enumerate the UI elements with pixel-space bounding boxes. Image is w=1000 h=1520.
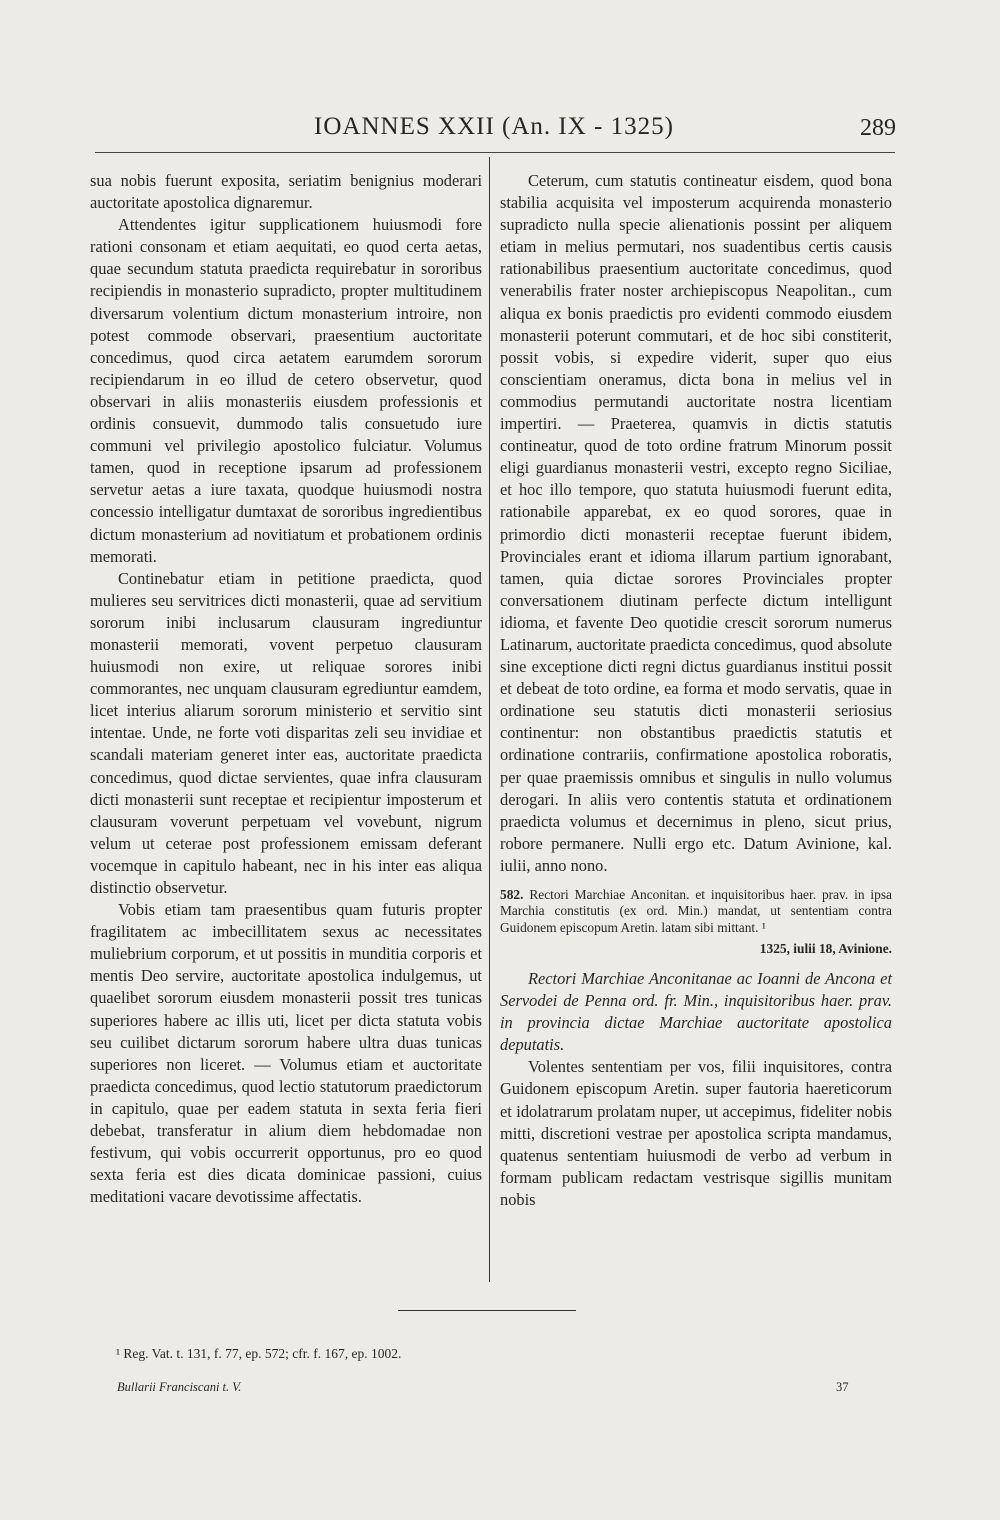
document-address: Rectori Marchiae Anconitanae ac Ioanni de Ancona et Servodei de Penna ord. fr. Min., inquisitoribus haer. prav. in provincia dictae Marchiae auctoritate apostolica deputatis. xyxy=(500,968,892,1055)
document-summary: Rectori Marchiae Anconitan. et inquisitoribus haer. prav. in ipsa Marchia constitutis (ex ord. Min.) mandat, ut sententiam contra Guidonem episcopum Aretin. latam sibi mittant. ¹ xyxy=(500,887,892,935)
left-paragraph-1: sua nobis fuerunt exposita, seriatim benignius moderari auctoritate apostolica dignaremur. xyxy=(90,171,482,213)
header-rule xyxy=(95,152,895,153)
running-title: IOANNES XXII (An. IX - 1325) xyxy=(314,113,674,140)
right-paragraph-1: Ceterum, cum statutis contineatur eisdem, quod bona stabilia acquisita vel imposterum acquirenda monasterio supradicto nulla specie alienationis possint per aliquem etiam in melius permutari, nos suadentibus certis causis rationabilibus praesentium auctoritate concedimus, quod venerabilis frater noster archiepiscopus Neapolitan., cum aliqua ex bonis praedictis pro evidenti commodo eiusdem monasterii poterunt commutari, et de hoc sibi constiterit, possit vobis, si expedire viderit, super quo eius conscientiam oneramus, dicta bona in melius vel in commodius permutandi auctoritate nostra licentiam impertiri. — Praeterea, quamvis in dictis statutis contineatur, quod de toto ordine fratrum Minorum possit eligi guardianus monasterii vestri, excepto regno Siciliae, et hoc illo tempore, quo statuta huiusmodi fuerunt edita, rationabile apparebat, ex eo quod sorores, quae in primordio dicti monasterii receptae fuerunt ibidem, Provinciales erant et idioma illarum partium ignorabant, tamen, quia dictae sorores Provinciales propter conversationem diutinam perfecte dictum intelligunt idioma, et favente Deo quotidie crescit sororum numerus Latinarum, auctoritate praedicta concedimus, quod absolute sine exceptione dicti regni dictus guardianus institui possit et debeat de toto ordine, ea forma et modo servatis, quae in ordinatione seu statutis dicti monasterii seriosius continentur: non obstantibus praedictis statutis et ordinatione contrariis, confirmatione apostolica roboratis, per quae praemissis omnibus et singulis in nullo volumus derogari. In aliis vero contentis statuta et ordinationem praedicta volumus et decernimus in pleno, sicut prius, robore permanere. Nulli ergo etc. Datum Avinione, kal. iulii, anno nono. xyxy=(500,171,892,875)
document-number: 582. xyxy=(500,887,524,902)
document-date: 1325, iulii 18, Avinione. xyxy=(759,940,892,956)
signature-right: 37 xyxy=(836,1380,849,1394)
page-header xyxy=(90,113,898,153)
left-paragraph-3: Continebatur etiam in petitione praedicta, quod mulieres seu servitrices dicti monasterii, quae ad servitium sororum inibi inclusarum clausuram ingrediuntur monasterii memorati, vovent perpetuo clausuram huiusmodi non exire, ut reliquae sorores inibi commorantes, nec unquam clausuram egrediuntur eamdem, licet interius aliarum sororum ministerio et servitio sint intentae. Unde, ne forte voti disparitas zeli seu invidiae et scandali materiam generet inter eas, auctoritate praedicta concedimus, quod dictae servientes, quae infra clausuram dicti monasterii sunt receptae et recipientur imposterum et clausuram voverunt perpetuam vel vovebunt, nigrum velum ut ceterae post professionem emissam deferant vocemque in capitulo habeant, nec in his inter eas aliqua distinctio observetur. xyxy=(90,568,482,897)
left-paragraph-2: Attendentes igitur supplicationem huiusmodi fore rationi consonam et etiam aequitati, eo quod certa aetas, quae secundum statuta praedicta requirebatur in sororibus recipiendis in monasterio supradicto, propter multitudinem diversarum volentium dictum monasterium introire, non potest commode observari, praesentium auctoritate concedimus, quod circa aetatem earumdem sororum recipiendarum in eo illud de cetero observetur, quod observari in aliis monasteriis eiusdem professionis et ordinis consuevit, dummodo talis consuetudo iure communi vel privilegio apostolico fulciatur. Volumus tamen, quod in receptione ipsarum ad professionem servetur aetas a iure taxata, quodque huiusmodi nostra concessio intelligatur dumtaxat de sororibus ingredientibus dictum monasterium ad novitiatum et probationem ordinis memorati. xyxy=(90,215,482,566)
footnote: ¹ Reg. Vat. t. 131, f. 77, ep. 572; cfr. f. 167, ep. 1002. xyxy=(116,1346,402,1361)
footnote-rule xyxy=(398,1310,576,1311)
left-column xyxy=(90,170,482,1208)
column-divider xyxy=(489,157,490,1282)
page-number: 289 xyxy=(860,115,896,141)
document-body: Volentes sententiam per vos, filii inquisitores, contra Guidonem episcopum Aretin. super fautoria haereticorum et idolatrarum prolatam nuper, ut accepimus, fideliter nobis mitti, discretioni vestrae per apostolica scripta mandamus, quatenus sententiam huiusmodi de verbo ad verbum in formam publicam redactam vestrisque sigillis munitam nobis xyxy=(500,1057,892,1209)
signature-left: Bullarii Franciscani t. V. xyxy=(117,1380,242,1394)
right-column xyxy=(500,170,892,1211)
left-paragraph-4: Vobis etiam tam praesentibus quam futuris propter fragilitatem ac imbecillitatem sexus ac necessitates muliebrium corporum, et ut possitis in munditia corporis et mentis Deo servire, auctoritate apostolica indulgemus, ut quaelibet sororum eiusdem monasterii possit tres tunicas superiores habere ac illis uti, licet per dicta statuta vobis seu cuilibet dictarum sororum habere ultra duas tunicas superiores non liceret. — Volumus etiam et auctoritate praedicta concedimus, quod lectio statutorum praedictorum in capitulo, quae per eadem statuta in sexta feria fieri debebat, transferatur in alium diem hebdomadae non festivum, qui vobis occurrerit opportunus, pro eo quod sexta feria est dies dicata dominicae passioni, cuius meditationi vacare devotissime affectatis. xyxy=(90,900,482,1207)
document-entry xyxy=(500,887,892,936)
